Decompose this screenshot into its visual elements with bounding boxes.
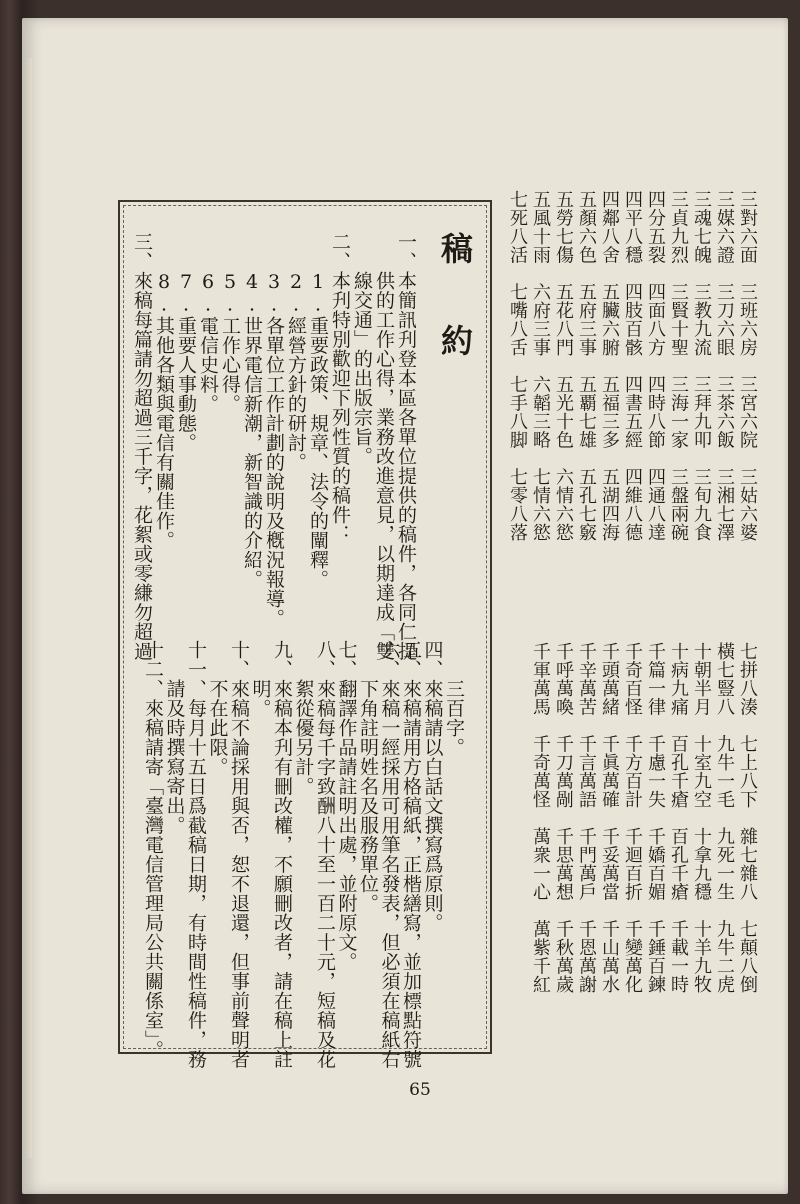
draft-rules-title: 稿 約	[436, 232, 474, 370]
page-edge-strip	[26, 58, 32, 1158]
idiom-column: 三貞九烈 三賢十聖 三海一家 三盤兩碗	[668, 190, 689, 542]
rule-line: 六、來稿一經採用可用筆名發表，但必須在稿紙右	[378, 640, 401, 1069]
idiom-column: 五勞七傷 五花八門 五光十色 六情六慾	[553, 190, 574, 542]
rule-line: 三百字。	[443, 640, 465, 757]
rule-line: 1.重要政策、規章、法令的闡釋。	[307, 232, 329, 589]
rule-line: 七、翻譯作品請註明出處，並附原文。	[335, 640, 358, 972]
rule-line: 四、來稿請以白話文撰寫爲原則。	[421, 640, 444, 933]
rule-line: 5.工作心得。	[219, 232, 241, 414]
idiom-column: 千辛萬苦 千言萬語 千門萬戶 千恩萬謝	[576, 642, 597, 994]
rule-line: 線交通」的出版宗旨。	[351, 232, 373, 466]
rule-line: 八、來稿每千字致酬八十至一百二十元，短稿及花	[314, 640, 336, 1069]
idiom-column: 五顏六色 五府三事 五覇七雄 五孔七竅	[576, 190, 597, 542]
idiom-column: 千軍萬馬 千奇萬怪 萬衆一心 萬紫千紅	[530, 642, 551, 994]
rule-line: 一、本簡訊刋登本區各單位提供的稿件，各同仁提	[395, 232, 417, 661]
idiom-column: 千呼萬喚 千刀萬剮 千思萬想 千秋萬歲	[553, 642, 574, 994]
idiom-column: 千頭萬緒 千眞萬確 千妥萬當 千山萬水	[599, 642, 620, 994]
page-number: 65	[409, 1080, 431, 1100]
idiom-column: 三媒六證 三刀六眼 三茶六飯 三湘七澤	[714, 190, 735, 542]
rule-line: 2.經營方針的研討。	[285, 232, 307, 472]
idiom-column: 千奇百怪 千方百計 千迴百折 千變萬化	[622, 642, 643, 994]
idiom-column: 四分五裂 四面八方 四時八節 四通八達	[645, 190, 666, 542]
rule-line: 3.各單位工作計劃的說明及槪況報導。	[263, 232, 285, 628]
idiom-column: 四平八穩 四肢百骸 四書五經 四維八德	[622, 190, 643, 542]
idiom-column: 三魂七魄 三教九流 三拜九叩 三旬九食	[691, 190, 712, 542]
idiom-column: 十病九痛 百孔千瘡 百孔千瘡 千載一時	[668, 642, 689, 994]
rule-line: 不在此限。	[206, 640, 229, 777]
rule-line: 請及時撰寫寄出。	[163, 640, 186, 835]
idiom-column: 七拼八湊 七上八下 雜七雜八 七顛八倒	[737, 642, 758, 994]
rule-line: 8.其他各類與電信有關佳作。	[153, 232, 175, 550]
idiom-column: 千篇一律 千慮一失 千嬌百媚 千錘百鍊	[645, 642, 666, 994]
rule-line: 三、來稿每篇請勿超過三千字，花絮或零縑勿超過	[131, 232, 153, 661]
rule-line: 五、來稿請用方格稿紙，正楷繕寫，並加標點符號	[400, 640, 422, 1069]
rule-line: 4.世界電信新潮，新智識的介紹。	[241, 232, 263, 589]
rule-line: 明。	[249, 640, 272, 718]
rule-line: 十一、每月十五日爲截稿日期，有時間性稿件，務	[185, 640, 207, 1069]
rule-line: 十二、來稿請寄「臺灣電信管理局公共關係室」。	[142, 640, 164, 1060]
rule-line: 絮從優另計。	[292, 640, 315, 796]
idiom-column: 三對六面 三班六房 三宮六院 三姑六婆	[737, 190, 758, 542]
idiom-column: 五風十雨 六府三事 六韜三略 七情六慾	[530, 190, 551, 542]
idiom-column: 橫七豎八 九牛一毛 九死一生 九牛二虎	[714, 642, 735, 994]
rule-line: 十、來稿不論採用與否，恕不退還，但事前聲明者	[228, 640, 250, 1069]
rule-line: 二、本刋特別歡迎下列性質的稿件：	[329, 232, 351, 544]
rule-line: 7.重要人事動態。	[175, 232, 197, 453]
rule-line: 下角註明姓名及服務單位。	[357, 640, 379, 913]
idiom-column: 十朝半月 十室九空 十拿九穩 十羊九牧	[691, 642, 712, 994]
rule-line: 6.電信史料。	[197, 232, 219, 414]
rule-line: 九、來稿本刋有刪改權，不願刪改者，請在稿上註	[271, 640, 293, 1069]
rule-line: 供的工作心得，業務改進意見，以期達成「雙	[373, 232, 395, 661]
idiom-column: 七死八活 七嘴八舌 七手八脚 七零八落	[507, 190, 528, 542]
idiom-column: 四鄰八舍 五臟六腑 五福三多 五湖四海	[599, 190, 620, 542]
